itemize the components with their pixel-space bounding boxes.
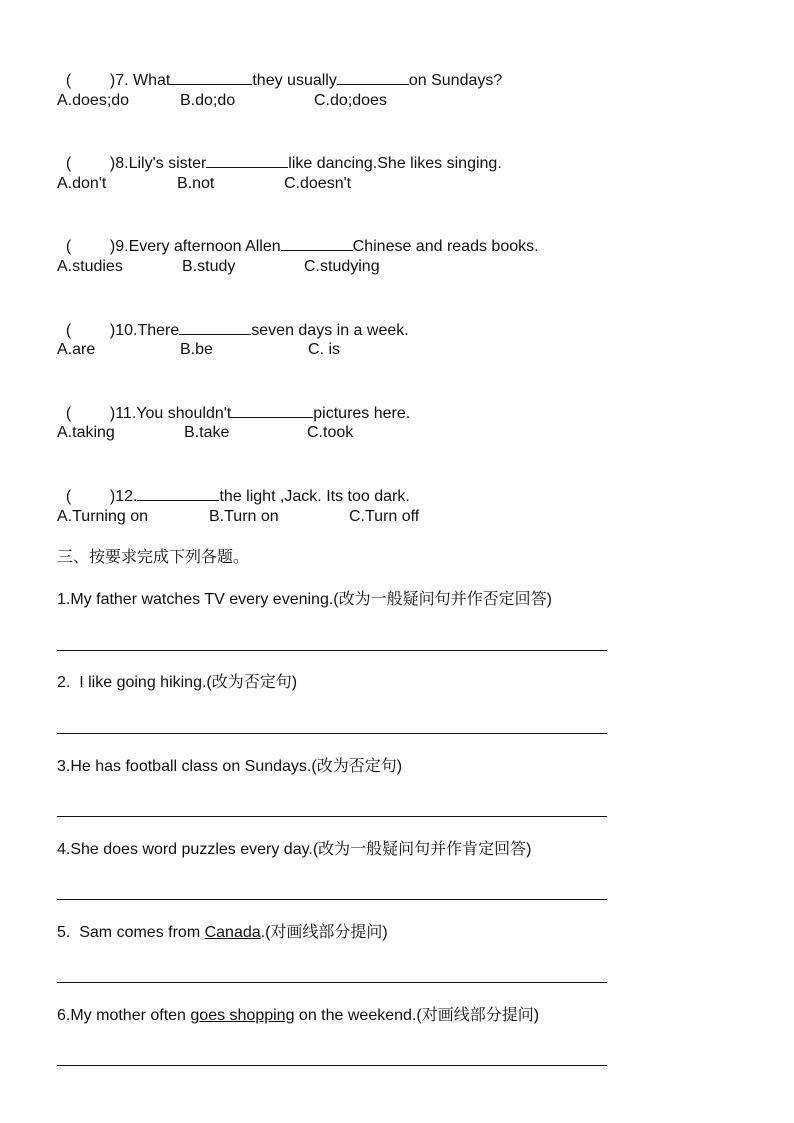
question-7: ( )7. What they usually on Sundays? xyxy=(57,49,502,91)
instruction: (对画线部分提问) xyxy=(265,924,388,941)
option-b: B.be xyxy=(180,341,213,358)
instruction: (改为一般疑问句并作肯定回答) xyxy=(312,841,532,858)
answer-bracket[interactable]: ( xyxy=(65,405,72,422)
instruction: (改为否定句) xyxy=(311,758,403,775)
question-number: 7. xyxy=(115,72,129,89)
fill-blank[interactable] xyxy=(137,485,219,501)
question-number: 8. xyxy=(115,155,129,172)
instruction: (改为一般疑问句并作否定回答) xyxy=(333,591,552,608)
rewrite-item-5: 5. Sam comes from Canada.(对画线部分提问) xyxy=(57,924,388,941)
question-9: ( )9.Every afternoon Allen Chinese and reads books. xyxy=(57,215,539,257)
section-heading: 三、按要求完成下列各题。 xyxy=(57,549,250,566)
answer-line[interactable] xyxy=(57,1065,607,1066)
option-c: C.Turn off xyxy=(349,508,420,525)
option-c: C.took xyxy=(307,424,354,441)
question-12: ( )12. the light ,Jack. Its too dark. xyxy=(57,465,410,507)
question-10: ( )10.There seven days in a week. xyxy=(57,299,409,341)
rewrite-item-6: 6.My mother often goes shopping on the weekend.(对画线部分提问) xyxy=(57,1007,540,1024)
answer-line[interactable] xyxy=(57,982,607,983)
answer-bracket[interactable]: ( xyxy=(65,488,72,505)
question-number: 11. xyxy=(115,405,137,422)
option-a: A.Turning on xyxy=(57,508,149,525)
option-c: C. is xyxy=(308,341,340,358)
option-c: C.studying xyxy=(304,258,380,275)
option-c: C.do;does xyxy=(314,92,387,109)
question-number: 10. xyxy=(115,322,138,339)
answer-line[interactable] xyxy=(57,899,607,900)
rewrite-item-3: 3.He has football class on Sundays.(改为否定句) xyxy=(57,758,403,775)
answer-bracket[interactable]: ( xyxy=(65,155,72,172)
option-a: A.taking xyxy=(57,424,115,441)
fill-blank[interactable] xyxy=(231,402,313,418)
rewrite-item-4: 4.She does word puzzles every day.(改为一般疑问句并作肯定回答) xyxy=(57,841,532,858)
option-a: A.don't xyxy=(57,175,107,192)
answer-bracket[interactable]: ( xyxy=(65,238,72,255)
answer-bracket[interactable]: ( xyxy=(65,72,72,89)
question-number: 9. xyxy=(115,238,129,255)
fill-blank[interactable] xyxy=(170,69,252,85)
instruction: (改为否定句) xyxy=(206,674,298,691)
option-b: B.study xyxy=(182,258,236,275)
answer-line[interactable] xyxy=(57,650,607,651)
option-a: A.studies xyxy=(57,258,123,275)
question-11: ( )11.You shouldn't pictures here. xyxy=(57,382,410,424)
option-b: B.Turn on xyxy=(209,508,279,525)
answer-line[interactable] xyxy=(57,733,607,734)
option-b: B.take xyxy=(184,424,230,441)
instruction: (对画线部分提问) xyxy=(416,1007,540,1024)
rewrite-item-2: 2. I like going hiking.(改为否定句) xyxy=(57,674,298,691)
option-c: C.doesn't xyxy=(284,175,352,192)
option-b: B.do;do xyxy=(180,92,236,109)
answer-line[interactable] xyxy=(57,816,607,817)
fill-blank[interactable] xyxy=(179,319,251,335)
rewrite-item-1: 1.My father watches TV every evening.(改为一般疑问句并作否定回答) xyxy=(57,591,552,608)
option-b: B.not xyxy=(177,175,215,192)
option-a: A.does;do xyxy=(57,92,130,109)
option-a: A.are xyxy=(57,341,96,358)
fill-blank[interactable] xyxy=(206,152,288,168)
fill-blank[interactable] xyxy=(281,235,353,251)
fill-blank[interactable] xyxy=(337,69,409,85)
question-8: ( )8.Lily's sister like dancing.She likes singing. xyxy=(57,132,502,174)
answer-bracket[interactable]: ( xyxy=(65,322,72,339)
question-number: 12. xyxy=(115,488,138,505)
